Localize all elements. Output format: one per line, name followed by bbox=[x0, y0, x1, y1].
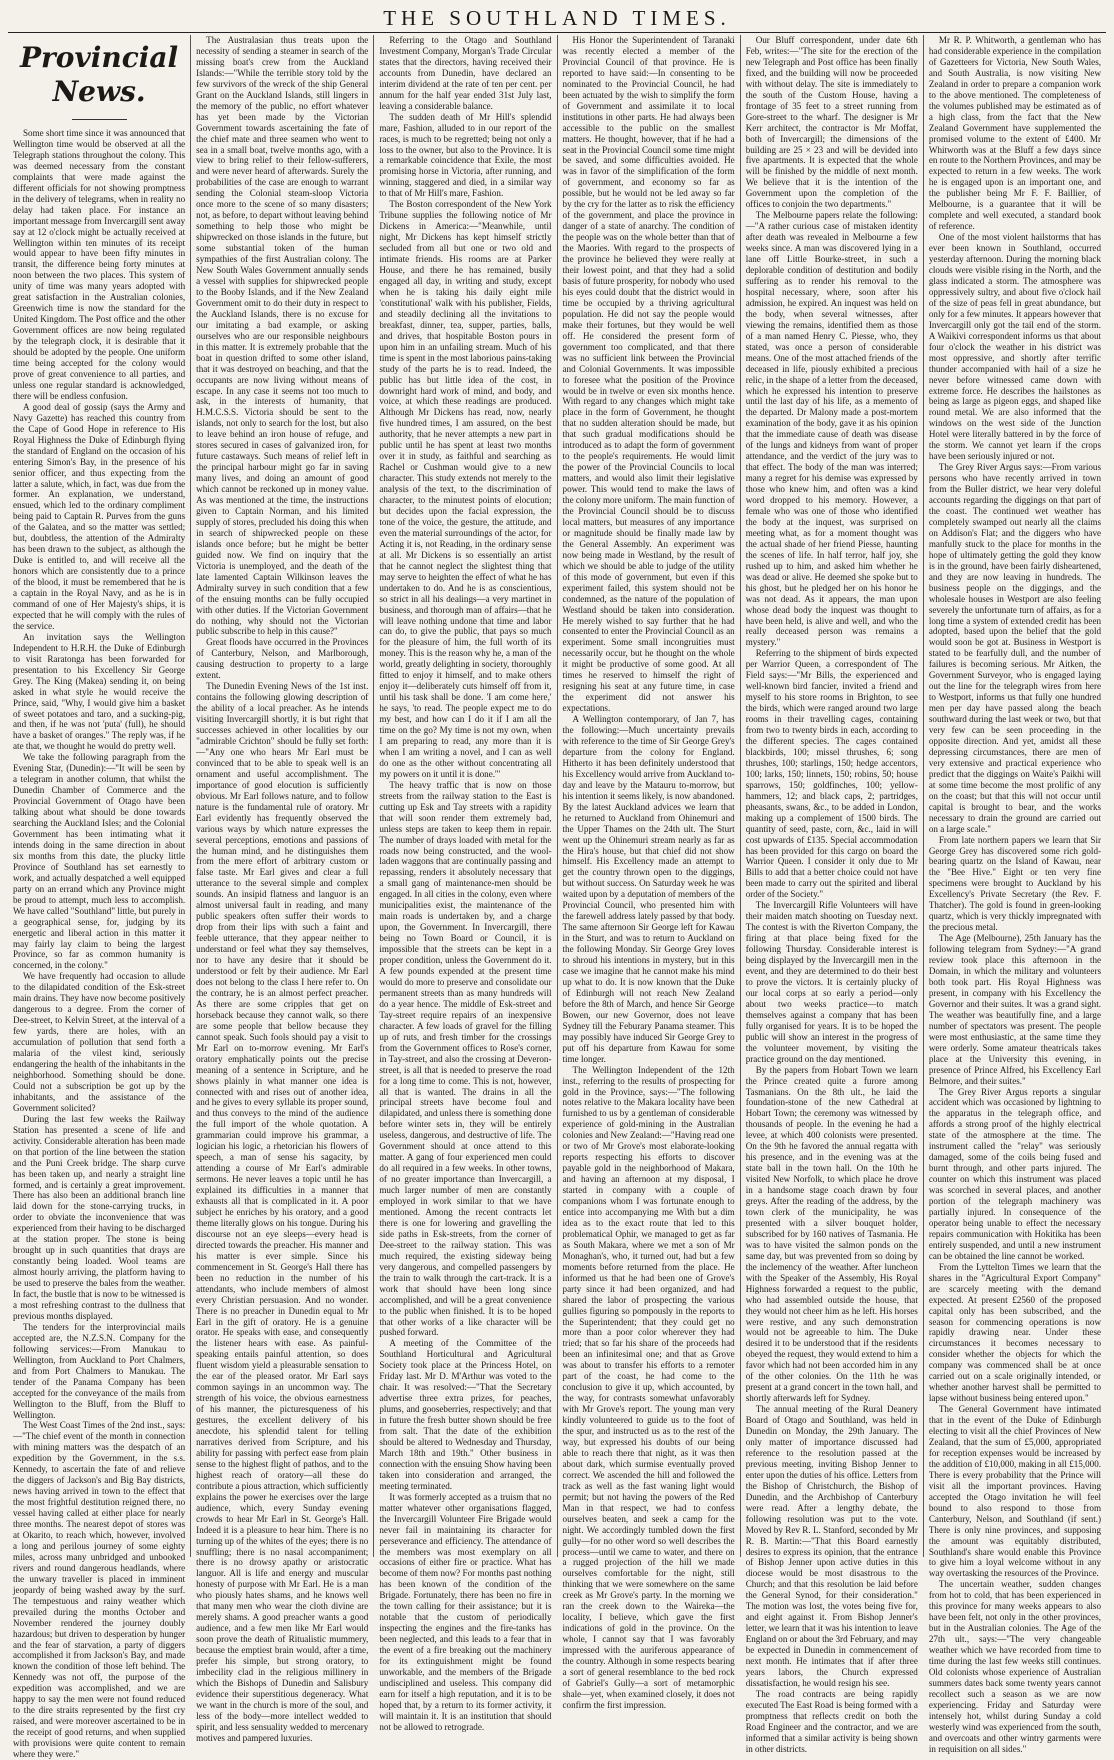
article-paragraph: His Honor the Superintendent of Taranaki was recently elected a member of the Provincial Council of that province. He is reported to have said:—In consenting to be nominated to the Provincial Council, he had been actuated by the wish to simplify the form of Government and assimilate it to local institutions in other parts. He had always been accessible to the public on the smallest matters. He thought, however, that if he had a seat in the Provincial Council some time might be saved, and some difficulties avoided. He was in favor of the simplification of the form of government, and economy so far as possible, but he would not be led away so far by the cry for the latter as to risk the efficiency of the government, and place the province in danger of a state of anarchy. The condition of the people was on the whole better than that of the Maories. With regard to the prospects of the province he believed they were really at their lowest point, and that they had a solid basis of future prosperity, for nobody who used his eyes could doubt that the district would in time be occupied by a thriving agricultural population. He did not say the people would make their fortunes, but they would be well off. He considered the present form of government too complicated, and that there was no sufficient link between the Provincial and Colonial Governments. It was impossible to foresee what the position of the Province would be in twelve or even six months hence. With regard to any changes which might take place in the form of Government, he thought that no sudden alteration should be made, but that such gradual modifications should be introduced as to adapt the form of government to the people's requirements. He would limit the power of the Provincial Councils to local matters, and would also limit their legislative power. This would tend to make the laws of the colony more uniform. The main function of the Provincial Council should be to discuss local matters, but measures of any importance or magnitude should be finally made law by the General Assembly. An experiment was now being made in Westland, by the result of which we should be able to judge of the utility of this mode of government, but even if this experiment failed, this system should not be condemned, as the nature of the population of Westland should be taken into consideration. He merely wished to say further that he had consented to enter the Provincial Council as an experiment. Some small incongruities must necessarily occur, but he thought on the whole it might be productive of some good. At all times he reserved to himself the right of resigning his seat at any future time, in case the experiment did not answer his expectations. bbox=[562, 35, 735, 714]
article-paragraph: A Wellington contemporary, of Jan 7, has the following:—Much uncertainty prevails with reference to the time of Sir George Grey's departure from the colony for England. Hitherto it has been definitely understood that his Excellency would arrive from Auckland to-day and leave by the Matauru to-morrow, but his intention it seems likely, is now abandoned. By the latest Auckland advices we learn that he returned to Auckland from Ohinemuri and the Upper Thames on the 24th ult. The Sturt went up the Ohinemuri stream nearly as far as the Hira's house, but that chief did not show himself. His Excellency made an attempt to get the country thrown open to the diggings, but without success. On Saturday week he was waited upon by a deputation of members of the Provincial Council, who presented him with the farewell address lately passed by that body. The same afternoon Sir George left for Kawau in the Sturt, and was to return to Auckland on the following Monday. Sir George Grey loves to shroud his intentions in mystery, but in this case we imagine that he cannot make his mind up what to do. It is now known that the Duke of Edinburgh will not reach New Zealand before the 8th of March, and hence Sir George Bowen, our new Governor, does not leave Sydney till the Feburary Panama steamer. This may possibly have induced Sir George Grey to put off his departure from Kawau for some time longer. bbox=[562, 714, 735, 1064]
article-paragraph: The Grey River Argus says:—From various persons who have recently arrived in town from the Buller district, we hear very doleful accounts regarding the diggings on that part of the coast. The continued wet weather has completely swamped out nearly all the claims on Addison's Flat; and the diggers who have manfully stuck to the place for months in the hope of ultimately getting the gold they know is in the ground, have been fairly disheartened, and they are now leaving in hundreds. The business people on the diggings, and the wholesale houses in Westport are also feeling severely the unfortunate turn of affairs, as for a long time a system of extended credit has been adopted, based upon the belief that the gold would soon be got at. Business in Westport is stated to be fearfully dull, and the number of failures is becoming serious. Mr Aitken, the Government Surveyor, who is engaged laying out the line for the telegraph wires from here to Westport, informs us that fully one hundred men per day have passed along the beach southward during the last week or two, but that very few can be seen proceeding in the opposite direction. And yet, amidst all these depressing circumstances, there are men of very extensive and practical experience who predict that the diggings on Waite's Paikhi will at some time become the most prolific of any on the coast; but that this will not occur until capital is brought to bear, and the works necessary to drain the ground are carried out on a large scale." bbox=[928, 462, 1102, 834]
article-paragraph: The uncertain weather, sudden changes from hot to cold, that has been experienced in this province for many weeks appears to also have been felt, not only in the other provinces, but in the Australian colonies. The Age of the 27th ult., says:—"The very changeable weather which we have recorded from time to time during the last few weeks still continues. Old colonists whose experience of Australian summers dates back some twenty years cannot recollect such a season as we are now experiencing. Friday and Saturday were intensely hot, whilst during Sunday a cold westerly wind was experienced from the south, and overcoats and other wintry garments were in requisition on all sides." bbox=[928, 1579, 1102, 1754]
article-paragraph: The sudden death of Mr Hill's splendid mare, Fashion, alluded to in our report of the races, is much to be regretted; being not only a loss to the owner, but also to the Province. It is a remarkable coincidence that Exile, the most promising horse in Victoria, after running, and winning, staggered and died, in a similar way to that of Mr Hill's mare, Fashion. bbox=[379, 111, 552, 199]
article-paragraph: Great floods have occurred in the Provinces of Canterbury, Nelson, and Marlborough, causing destruction to property to a large extent. bbox=[196, 637, 369, 681]
column-1 bbox=[8, 35, 190, 1760]
article-paragraph: The Invercargill Rifle Volunteers will have their maiden match shooting on Tuesday next. The contest is with the Riverton Company, the firing at that place being fixed for the following Thursday. Considerable interest is being displayed by the Invercargill men in the event, and they are determined to do their best to prove the victors. It is certainly plucky of our local corps at so early a period—only about two weeks practice—to match themselves against a company that has been fully organised for years. It is to be hoped the public will show an interest in the progress of the volunteer movement, by visiting the practice ground on the day mentioned. bbox=[745, 900, 918, 1064]
article-paragraph: The Melbourne papers relate the following:—"A rather curious case of mistaken identity after death was revealed in Melbourne a few weeks since. A man was discovered lying in a lane off Little Bourke-street, in such a deplorable condition of destitution and bodily suffering as to render his removal to the hospital necessary, where, soon after his admission, he expired. An inquest was held on the body, when several witnesses, after viewing the remains, identified them as those of a man named Henry C. Piesse, who, they stated, was once a person of considerable means. One of the most attached friends of the deceased in life, piously exhibited a precious relic, in the shape of a letter from the deceased, which he expressed his intention to preserve until the last day of his life, as a memento of the departed. Dr Malony made a post-mortem examination of the body, gave it as his opinion that the immediate cause of death was disease of the lungs and kidneys from want of proper attendance, and the verdict of the jury was to that effect. The body of the man was interred; many a regret for his demise was expressed by those who knew him, and often was a kind word dropped to his memory. However, a female who was one of those who identified the body at the inquest, was surprised on meeting what, as for a moment thought was the actual shade of her friend Piesse, haunting the scenes of life. In half terror, half joy, she rushed up to him, and asked him whether he was dead or alive. He deemed she spoke but to his ghost, but he pledged her on his honor he was not dead. As it appears, the man upon whose dead body the inquest was thought to have been held, is alive and well, and who the really deceased person was remains a mystery." bbox=[745, 210, 918, 648]
article-paragraph: The West Coast Times of the 2nd inst., says:—"The chief event of the month in connection with mining matters was the despatch of an expedition by the Government, in the s.s. Kennedy, to ascertain the fate of and relieve the diggers of Jackson's and Big Bay districts, news having arrived in town to the effect that the most frightful destitution reigned there, no vessel having called at either place for nearly three months. The nearest depot of stores was at Okarito, to reach which, however, involved a long and perilous journey of some eighty miles, across many unbridged and unbooked rivers and round dangerous headlands, where the unwary traveller is placed in imminent jeopardy of being washed away by the surf. The tempestuous and rainy weather which prevailed during the months October and November rendered the journey doubly hazardous; but driven to desperation by hunger and the fear of starvation, a party of diggers accomplished it from Jackson's Bay, and made known the condition of those left behind. The Kennedy was not off, the purpose of the expedition was accomplished, and we are happy to say the men were not found reduced to the dire straits represented by the first cry raised, and were moreover ascertained to be in the receipt of good returns, and when supplied with provisions were quite content to remain where they were." bbox=[13, 1420, 186, 1760]
article-paragraph: One of the most violent hailstorms that has ever been known in Southland, occurred yesterday afternoon. During the morning black clouds were visible rising in the North, and the glass indicated a storm. The atmosphere was oppressively sultry, and about five o'clock hail of the size of peas fell in great abundance, but only for a few minutes. It appears however that Invercargill only got the tail end of the storm. A Waikivi correspondent informs us that about four o'clock the weather in his district was most oppressive, and shortly after terrific thunder accompanied with hail of a size he never before witnessed came down with extreme force. He describes the hailstones as being as large as pigeon eggs, and shaped like round metal. We are also informed that the windows on the west side of the Junction Hotel were literally battered in by the force of the storm. We cannot yet learn if the crops have been seriously injured or not. bbox=[928, 232, 1102, 462]
article-paragraph: Referring to the Otago and Southland Investment Company, Morgan's Trade Circular states that the directors, having received their accounts from Dunedin, have declared an interim dividend at the rate of ten per cent. per annum for the half year ended 31st July last, leaving a considerable balance. bbox=[379, 35, 552, 111]
article-paragraph: The tenders for the interprovincial mails accepted are, the N.Z.S.N. Company for the following services:—From Manukau to Wellington, from Auckland to Port Chalmers, and from Port Chalmers to Manukau. The tender of the Panama Company has been accepted for the conveyance of the mails from Wellington to the Bluff, from the Bluff to Wellington. bbox=[13, 1321, 186, 1420]
article-paragraph: The annual meeting of the Rural Deanery Board of Otago and Southland, was held in Dunedin on Monday, the 29th January. The only matter of importance discussed had reference to the resolution passed at the previous meeting, inviting Bishop Jenner to enter upon the duties of his office. Letters from the Bishop of Christchurch, the Bishop of Dunedin, and the Archbishop of Canterbury were read. After a lengthy debate, the following resolution was put to the vote. Moved by Rev R. L. Stanford, seconded by Mr R. B. Martin:—"That this Board earnestly desires to express its opinion, that the entrance of Bishop Jenner upon active duties in this diocese would be most disastrous to the Church; and that this resolution be laid before the General Synod, for their consideration." The motion was lost, the votes being five for, and eight against it. From Bishop Jenner's letter, we learn that it was his intention to leave England on or about the 3rd February, and may be expected in Dunedin in commencement of next month. He intimates that if after three years labors, the Church expressed dissatisfaction, he would resign his see. bbox=[745, 1404, 918, 1688]
masthead-title: THE SOUTHLAND TIMES. bbox=[383, 6, 731, 30]
column-container bbox=[8, 35, 1106, 1760]
section-heading: Provincial News. bbox=[19, 41, 179, 108]
column-3 bbox=[373, 35, 556, 1732]
article-paragraph: During the last few weeks the Railway Station has presented a scene of life and activity. Considerable alteration has been made on that portion of the line between the station and the Puni Creek bridge. The sharp curve has been taken up, and nearly a straight line formed, and is certainly a great improvement. There has also been an additional branch line laid down for the stone-carrying trucks, in order to obviate the inconvenience that was experienced from their having to be discharged at the station proper. The stone is being brought up in such quantities that drays are constantly being loaded. Wool teams are almost hourly arriving, the platform having to be used to preserve the bales from the weather. In fact, the bustle that is now to be witnessed is a most refreshing contrast to the dullness that previous months displayed. bbox=[13, 1113, 186, 1321]
article-paragraph: From the Lyttelton Times we learn that the shares in the "Agricultural Export Company" are scarcely meeting with the demand expected. At present £2560 of the proposed capital only has been subscribed, and the season for commencing operations is now rapidly drawing near. Under these circumstances it becomes necessary to consider whether the objects for which the company was commenced shall be at once carried out on a scale originally intended, or whether another harvest shall be permitted to lapse without business being entered upon." bbox=[928, 1261, 1102, 1404]
column-6 bbox=[923, 35, 1106, 1754]
article-paragraph: The Australasian thus treats upon the necessity of sending a steamer in search of the missing boat's crew from the Auckland Islands:—"While the terrible story told by the few survivors of the wreck of the ship General Grant on the Auckland Islands, still lingers in the memory of the public, no effort whatever has yet been made by the Victorian Government towards ascertaining the fate of the chief mate and three seamen who went to sea in a small boat, twelve months ago, with a view to bring relief to their fellow-sufferers, and were never heard of afterwards. Surely the probabilities of the case are enough to warrant sending the Colonial steam-sloop Victoria once more to the scene of so many disasters; not, as before, to depart without leaving behind something to help those who might be shipwrecked on those islands in the future, but some substantial token of the human sympathies of the first Australian colony. The New South Wales Government annually sends a vessel with supplies for shipwrecked people to the Booby Islands, and if the New Zealand Government omit to do their duty in respect to the Auckland Islands, there is no excuse for our imitating a bad example, or asking ourselves who are our responsible neighbours in this matter. It is extremely probable that the boat in question drifted to some other island, that it was destroyed on beaching, and that the occupants are now living without means of escape. In any case it seems not too much to ask, in the interests of humanity, that H.M.C.S.S. Victoria should be sent to the islands, not only to search for the lost, but also to leave behind an iron house of refuge, and stores secured in cases of galvanized iron, for future castaways. Such means of relief left in the principal harbour might go far in saving many lives, and doing an amount of good which cannot be reckoned up in money value. As was mentioned at the time, the instructions given to Captain Norman, and his limited supply of stores, precluded his doing this when in search of shipwrecked people on these islands once before; but he might be better guided now. We find on inquiry that the Victoria is unemployed, and the death of the late lamented Captain Wilkinson leaves the Admiralty survey in such condition that a few of the ensuing months can be fully occupied with other duties. If the Victorian Government do nothing, why should not the Victorian public subscribe to help in this cause?" bbox=[196, 35, 369, 637]
article-paragraph: The Age (Melbourne), 25th January has the following telegram from Sydney:—"A grand review took place this afternoon in the Domain, in which the military and volunteers both took part. His Royal Highness was present, in company with his Excellency the Governor and their suites. It was a grand sight. The weather was beautifully fine, and a large number of spectators was present. The people were most enthusiastic, at the same time they were orderly. Some amateur theatricals takes place at the University this evening, in presence of Prince Alfred, his Excellency Earl Belmore, and their suites." bbox=[928, 933, 1102, 1086]
article-paragraph: An invitation says the Wellington Independent to H.R.H. the Duke of Edinburgh to visit Raratonga has been forwarded for presentation to his Excellency Sir George Grey. The King (Makea) sending it, on being asked in what style he would receive the Prince, said, "Why, I would give him a basket of sweet potatoes and taro, and a sucking-pig, and then, if he was not 'puta' (full), he should have a basket of oranges." The reply was, if he ate that, we thought he would do pretty well. bbox=[13, 631, 186, 752]
masthead-rule bbox=[8, 32, 1106, 33]
article-paragraph: A good deal of gossip (says the Army and Navy Gazette) has reached this country from the Cape of Good Hope in reference to His Royal Highness the Duke of Edinburgh flying the standard of England on the occasion of his entering Simon's Bay, in the presence of his senior officer, and thus expecting from the latter a salute, which, in fact, was due from the former. An explanation, we understand, ensued, which led to the ordinary compliment being paid to Captain R. Purves from the guns of the Galatea, and so the matter was settled; but, doubtless, the attention of the Admiralty has been drawn to the subject, as although the Duke is entitled to, and will receive all the honors which are consistently due to a prince of the blood, it must be remembered that he is a captain in the Royal Navy, and as he is in command of one of Her Majesty's ships, it is expected that he will comply with the rules of the service. bbox=[13, 401, 186, 631]
article-paragraph: The road contracts are being rapidly executed The East Road is being formed with a promptness that reflects credit on both the Road Engineer and the contractor, and we are informed that a similar activity is being shown in other districts. bbox=[745, 1688, 918, 1754]
article-paragraph: The Wellington Independent of the 12th inst., referring to the results of prospecting for gold in the Province, says:—"The following notes relative to the Makara locality have been furnished to us by a gentleman of considerable experience of gold-mining in the Australian colonies and New Zealand:—"Having read one or two of Mr Grove's most elaborate-looking reports respecting his efforts to discover payable gold in the neighborhood of Makara, and having an afternoon at my disposal, I started in company with a couple of companions whom I was fortunate enough to entice into accompanying me With but a dim idea as to the exact route that led to this problematical Ophir, we managed to get as far as South Makara, where we met a son of Mr Monaghan's, who, it turned out, had but a few moments before returned from the place. He informed us that he had been one of Grove's party since it had been organized, and had shared the labor of prospecting the various gullies figuring so pompously in the reports to the Superintendent; that they could get no more than a poor color wherever they had tried; that so far his share of the proceeds had been an infinitesimal one; and that as Grove was about to transfer his efforts to a remoter part of the coast, he had come to the conclusion to give it up, which accounted, by the way, for contrasts somewhat unfavorably with Mr Grove's report. The young man very kindly volunteered to guide us to the foot of the spur, and instructed us as to the rest of the way, but expressed his doubts of our being able to reach there that night, as it was then about dark, which surmise eventually proved correct. We ascended the hill and followed the track as well as the fast waning light would permit; but not having the powers of the Red Man in that respect, we had to confess ourselves beaten, and seek a camp for the night. We accordingly tumbled down the first gully—for no other word so well describes the process—until we came to water, and there on a rugged projection of the hill we made ourselves comfortable for the night, still thinking that we were somewhere on the same creek as Mr Grove's party. In the morning we ran the creek down to the Waireka—the locality, I believe, which gave the first indications of gold in the province. On the whole, I cannot say that I was favorably impressed with the auriferous appearance of the country. Although in some respects bearing a sort of general resemblance to the bed rock of Gabriel's Gully—a sort of metamorphic shale—yet, when examined closely, it does not confirm the first impression. bbox=[562, 1064, 735, 1710]
article-paragraph: We have frequently had occasion to allude to the dilapidated condition of the Esk-street main drains. They have now become positively dangerous to a degree. From the corner of Dee-street, to Kelvin Street, at the interval of a few yards, there are holes, with an accumulation of pollution that send forth a malaria of the vilest kind, seriously endangering the health of the inhabitants in the neighborhood. Something should be done. Could not a subscription be got up by the inhabitants, and the assistance of the Government solicited? bbox=[13, 971, 186, 1113]
column-2 bbox=[190, 35, 373, 1743]
article-paragraph: Some short time since it was announced that Wellington time would be observed at all the Telegraph stations throughout the colony. This was deemed necessary from the constant complaints that were made against the different officials for not showing promptness in the delivery of telegrams, when in reality no delay had taken place. For instance an important message from Invercargill sent away say at 12 o'clock might be actually received at Wellington within ten minutes of its receipt would appear to have been fifty minutes in transit, the difference being forty minutes at noon between the two places. This system of unity of time was many years adopted with great satisfaction in the Australian colonies, Greenwich time is now the standard for the United Kingdom. The Post office and the other Government offices are now being regulated by the telegraph clock, it is desirable that it should be adopted by the people. One uniform time being accepted for the colony would prove of great convenience to all parties, and unless one regular standard is acknowledged, there will be endless confusion. bbox=[13, 128, 186, 401]
article-paragraph: Our Bluff correspondent, under date 6th Feb, writes:—"The site for the erection of the new Telegraph and Post office has been finally fixed, and the building will now be proceeded with without delay. The site is immediately to the south of the Custom House, having a frontage of 35 feet to a street running from Gore-street to the wharf. The designer is Mr Kerr architect, the contractor is Mr Moffat, both of Invercargill; the dimensions of the building are 25 × 23 and will be devided into five apartments. It is expected that the whole will be finished by the middle of next month. We believe that it is the intention of the Government upon the completion of the offices to conjoin the two departments." bbox=[745, 35, 918, 210]
article-paragraph: We take the following paragraph from the Evening Star, (Dunedin):—"It will be seen by a telegram in another column, that whilst the Dunedin Chamber of Commerce and the Provincial Government of Otago have been talking about what should be done towards searching the Auckland Isles; and the Colonial Government has been intimating what it intends doing in the same direction in about six months from this date, the plucky little Province of Southland has set earnestly to work, and actually despatched a well equipped party on an errand which any Province might be proud to attempt, much less to accomplish. We have called "Southland" little, but purely in a geographical sense, for, judging by its energetic and liberal action in this matter it may fairly lay claim to being the largest Province, so far as common humanity is concerned, in the colony." bbox=[13, 752, 186, 971]
article-paragraph: Referring to the shipment of birds expected per Warrior Queen, a correspondent of The Field says:—"Mr Bills, the experienced and well-known bird fancier, invited a friend and myself to his store rooms in Brighton, to see the birds, which were ranged around two large rooms in their travelling cages, containing from two to twenty birds in each, according to the different species. The cages contained blackbirds, 100; missel thrushes, 6; song thrushes, 100; starlings, 150; hedge accentors, 100; larks, 150; linnets, 150; robins, 50; house sparrows, 150; goldfinches, 100; yellow-hammers, 12; and black caps, 2; partridges, pheasants, swans, &c., to be added in London, making up a complement of 1500 birds. The quantity of seed, paste, corn, &c., laid in will cost upwards of £135. Special accommodation has been provided for this cargo on board the Warrior Queen. I consider it only due to Mr Bills to add that a better choice could not have been made to carry out the spirited and liberal order of the Society." bbox=[745, 648, 918, 900]
article-paragraph: It was formerly accepted as a truism that no matter whatever other organisations flagged, the Invercargill Volunteer Fire Brigade would never fail in maintaining its character for perseverance and efficiency. The attendance of the members was most exemplary on all occasions of either fire or practice. What has become of them now? For months past nothing has been known of the condition of the Brigade. Fortunately, there has been no fire in the town calling for their assistance; but it is notable that the custom of periodically inspecting the engines and the fire-tanks has been neglected, and this leads to a fear that in the event of a fire breaking out the machinery for its extinguishment might be found unworkable, and the members of the Brigade undisciplined and useless. This company did earn for itself a high reputation, and it is to be hoped that, by a return to its former activity, it will maintain it. It is an institution that should not be allowed to retrograde. bbox=[379, 1491, 552, 1732]
article-paragraph: Mr R. P. Whitworth, a gentleman who has had considerable experience in the compilation of Gazetteers for Victoria, New South Wales, and South Australia, is now visiting New Zealand in order to prepare a companion work to the above mentioned. The completeness of the volumes published may be estimated as of a high class, from the fact that the New Zealand Government have supplemented the promised volume to the extent of £400. Mr Whitworth was at the Bluff a few days since en route to the Northern Provinces, and may be expected to return in a few weeks. The work he is engaged upon is an important one, and the publisher being Mr F. F. Baillier, of Melbourne, is a guarantee that it will be complete and well executed, a standard book of reference. bbox=[928, 35, 1102, 232]
column-4 bbox=[557, 35, 740, 1710]
article-paragraph: A meeting of the Committee of the Southland Horticultural and Agricultural Society took place at the Princess Hotel, on Friday last. Mr D. M'Arthur was voted to the chair. It was resolved:—"That the Secretary advertise three extra prizes, for peaches, plums, and gooseberries, respectively; and that in future the fresh butter shown should be free from salt. That the date of the exhibition should be altered to Wednesday and Thursday, March 18th and 19th." Other business in connection with the ensuing Show having been taken into consideration and arranged, the meeting terminated. bbox=[379, 1338, 552, 1491]
article-paragraph: The Dunedin Evening News of the 1st inst. contains the following glowing description of the ability of a local preacher. As he intends visiting Invercargill shortly, it is but right that successes achieved in other localities by our "admirable Crichton" should be fully set forth:—"Any one who hears Mr Earl must be convinced that to be able to speak well is an ornament and useful accomplishment. The importance of good elocution is sufficiently obvious. Mr Earl follows nature, and to follow nature is the fundamental rule of oratory. Mr Earl evidently has frequently observed the various ways by which nature expresses the several perceptions, emotions and passions of the human mind, and he distinguishes them from the mere effort of arbitrary custom or false taste. Mr Earl gives and clear a full utterance to the several simple and complex sounds. An insipid flatness and languor is an almost universal fault in reading, and many public speakers often suffer their words to drop from their lips with such a faint and feeble utterance, that they appear neither to understand or feel what they say themselves, nor to have any desire that it should be understood or felt by their audience. Mr Earl does not belong to the class I here refer to. On the contrary, he is an almost perfect preacher. As there are some cripples that get on horseback because they cannot walk, so there are some people that bellow because they cannot speak. Such fools should pay a visit to Mr Earl on to-morrow evening. Mr Earl's oratory emphatically points out the precise meaning of a sentence in Scripture, and he shows plainly in what manner one idea is connected with and rises out of another idea, and he gives to every syllable its proper sound, and thus conveys to the mind of the audience the full import of the whole quotation. A grammarian could improve his grammar, a logician his logic, a rhetorician his flowers of speech, a man of sense his sagacity, by attending a course of Mr Earl's admirable sermons. He never leaves a topic until he has explained its difficulties in a manner that exhausts all that is complicated in it. A poor subject he enriches by his oratory, and a good theme literally glows on his tongue. During his discourse not an eye sleeps—every head is directed towards the preacher. His manner and his matter is ever simple. Since his commencement in St. George's Hall there has been no reduction in the number of his attendants, who include members of almost every Christian persuasion. And no wonder. There is no preacher in Dunedin equal to Mr Earl in the gift of oratory. He is a genuine orator. He speaks with ease, and consequently the listener hears with ease. As painful-speaking entails painful attention, so does fluent wisdom yield a pleasurable sensation to the ear of the pleased orator. Mr Earl says common sayings in an uncommon way. The strength of his voice, the obvious earnestness of his manner, the picturesqueness of his gestures, the excellent delivery of his anecdote, his splendid talent for telling narratives derived from Scripture, and his ability for passing with perfect ease from plain sense to the highest flight of pathos, and to the highest reach of oratory—all these do contribute a pious attraction, which sufficiently explains the power he exercises over the large audience, which, every Sunday evening crowds to hear Mr Earl in St. George's Hall. Indeed it is a pleasure to hear him. There is no turning up of the whites of the eyes; there is no snuffling; there is no nasal accompaniment; there is no drowsy apathy or aristocratic languor. All is life and energy and muscular honesty of purpose with Mr Earl. He is a man who piously hates shams, and he knows well that many men who wear the cloth divine are merely shams. A good preacher wants a good audience, and a few men like Mr Earl would soon prove the death of Ritualistic mummery, because the emptiest brain would, after a time, prefer his simple, but strong oratory, to imbecility clad in the religious millinery in which the Bishops of Dunedin and Salisbury evidence their superstitious degeneracy. What we want in the church is more of the soul, and less of the body—more intellect wedded to spirit, and less sensuality wedded to mercenary motives and pampered luxuries. bbox=[196, 681, 369, 1743]
article-paragraph: The Boston correspondent of the New York Tribune supplies the following notice of Mr Dickens in America:—"Meanwhile, until night, Mr Dickens has kept himself strictly secluded from all but one or two old and intimate friends. His rooms are at Parker House, and there he has remained, busily engaged all day, in writing and study, except when he is taking his daily eight mile 'constitutional' walk with his publisher, Fields, and steadily declining all the invitations to breakfast, dinner, tea, supper, parties, balls, and drives, that hospitable Boston pours in upon him in an unfailing stream. Much of his time is spent in the most laborious pains-taking study of the parts he is to read. Indeed, the public has but little idea of the cost, in downright hard work of mind, and body, and voice, at which these readings are produced. Although Mr Dickens has read, now, nearly five hundred times, I am assured, on the best authority, that he never attempts a new part in public until he has spent at least two months over it in study, as faithful and searching as Rachel or Cushman would give to a new character. This study extends not merely to the analysis of the text, to the discrimination of character, to the minutest points of elocution; but decides upon the facial expression, the tone of the voice, the gesture, the attitude, and even the material surroundings of the actor, for Acting it is, not Reading, in the ordinary sense at all. Mr Dickens is so essentially an artist that he cannot neglect the slightest thing that may serve to heighten the effect of what he has undertaken to do. And he is as conscientious, so strict in all his dealings—a very martinet in business, and thorough man of affairs—that he will leave nothing undone that time and labor can do, to give the public, that pays so much for the pleasure of him, the full worth of its money. This is the reason why he, a man of the world, greatly delighting in society, thoroughly fitted to enjoy it himself, and to make others enjoy it—deliberately cuts himself off from it, until his task shall be done. 'I am come here,' he says, 'to read. The people expect me to do my best, and how can I do it if I am all the time on the go? My time is not my own, when I am preparing to read, any more than it is when I am writing a novel, and I can as well do one as the other without concentrating all my powers on it until it is done.'" bbox=[379, 199, 552, 779]
column-5 bbox=[740, 35, 923, 1754]
article-paragraph: The heavy traffic that is now on those streets from the railway station to the East is cutting up Esk and Tay streets with a rapidity that will soon render them extremely bad, unless steps are taken to keep them in repair. The number of drays loaded with metal for the roads now being constructed, and the wool-laden waggons that are continually passing and repassing, renders it absolutely necessary that a small gang of maintenance-men should be engaged. In all cities in the colony, even where municipalities exist, the maintenance of the main roads is undertaken by, and a charge upon, the Government. In Invercargill, there being no Town Board or Council, it is impossible that the streets can be kept in a proper condition, unless the Government do it. A few pounds expended at the present time would do more to preserve and consolidate our permanent streets than as many hundreds will do a year hence. The middle of Esk-street and Tay-street require repairs of an inexpensive character. A few loads of gravel for the filling up of ruts, and fresh timber for the crossings from the Government offices to Rose's corner, in Tay-street, and also the crossing at Deveron-street, is all that is needed to preserve the road for a long time to come. This is not, however, all that is wanted. The drains in all the principal streets have become foul and dilapidated, and unless there is something done before winter sets in, they will be entirely useless, dangerous, and destructive of life. The Government should at once attend to this matter. A gang of four experienced men could do all required in a few weeks. In other towns, of no greater importance than Invercargill, a much larger number of men are constantly employed in work similar to that we have mentioned. Among the recent contracts let there is one for lowering and gravelling the side paths in Esk-streets, from the corner of Dee-street to the railway station. This was much required, the existing sideway being very dangerous, and compelled passengers by the train to walk through the cart-track. It is a work that should have been long since accomplished, and will be a great convenience to the public when finished. It is to be hoped that other works of a like character will be pushed forward. bbox=[379, 779, 552, 1338]
heading-rule bbox=[72, 119, 127, 120]
article-paragraph: From late northern papers we learn that Sir George Grey has discovered some rich gold-bearing quartz on the Island of Kawau, near the "Bee Hive." Eight or ten very fine specimens were brought to Auckland by his Excellency's Private Secretary (the Rev. F. Thatcher). The gold is found in green-looking quartz, which is very thickly impregnated with the precious metal. bbox=[928, 834, 1102, 933]
article-paragraph: The General Government have intimated that in the event of the Duke of Edinburgh electing to visit all the chief Provinces of New Zealand, that the sum of £5,000, appropriated for reception expenses would be increased by the addition of £10,000, making in all £15,000. There is every probability that the Prince will visit all the important provinces. Having accepted the Otago invitation he will feel bound to also respond to those from Canterbury, Nelson, and Southland (if sent.) There is only nine provinces, and supposing the amount was equitably distributed, Southland's share would enable this Province to give him a loyal welcome without in any way overtasking the resources of the Province. bbox=[928, 1404, 1102, 1579]
article-paragraph: By the papers from Hobart Town we learn the Prince created quite a furore among Tasmanians. On the 8th ult., he laid the foundation-stone of the new Cathedral at Hobart Town; the ceremony was witnessed by thousands of people. In the evening he had a levee, at which 400 colonists were presented. On the 9th he favored the annual regatta with his presence, and in the evening was at the state ball in the town hall. On the 10th he visited New Norfolk, to which place he drove in a handsome stage coach drawn by four greys. After the reading of the address, by the town clerk of the municipality, he was presented with a silver bouquet holder, subscribed for by 160 natives of Tasmania. He was to have visited the salmon ponds on the same day, but was prevented from so doing by the inclemency of the weather. After luncheon with the Speaker of the Assembly, His Royal Highness forwarded a request to the public, who had assembled outside the house, that they would not cheer him as he left. His horses were restive, and any such demonstration would not be agreeable to him. The Duke desired it to be understood that if the residents obeyed the request, they would extend to him a favor which had not been accorded him in any of the other colonies. On the 11th he was present at a grand concert in the town hall, and shortly afterwards left for Sydney. bbox=[745, 1064, 918, 1404]
article-paragraph: The Grey River Argus reports a singular accident which was occasioned by lightning to the apparatus in the telegraph office, and affords a strong proof of the highly electrical state of the atmosphere at the time. The instrument called the "relay" was seriously damaged, some of the coils being fused and burnt through, and other parts injured. The counter on which this instrument was placed was scorched in several places, and another portion of the telegraph machinery was partially injured. In consequence of the operator being unable to effect the necessary repairs communication with Hokitika has been entirely suspended, and until a new instrument can be obtained the line cannot be worked. bbox=[928, 1086, 1102, 1261]
